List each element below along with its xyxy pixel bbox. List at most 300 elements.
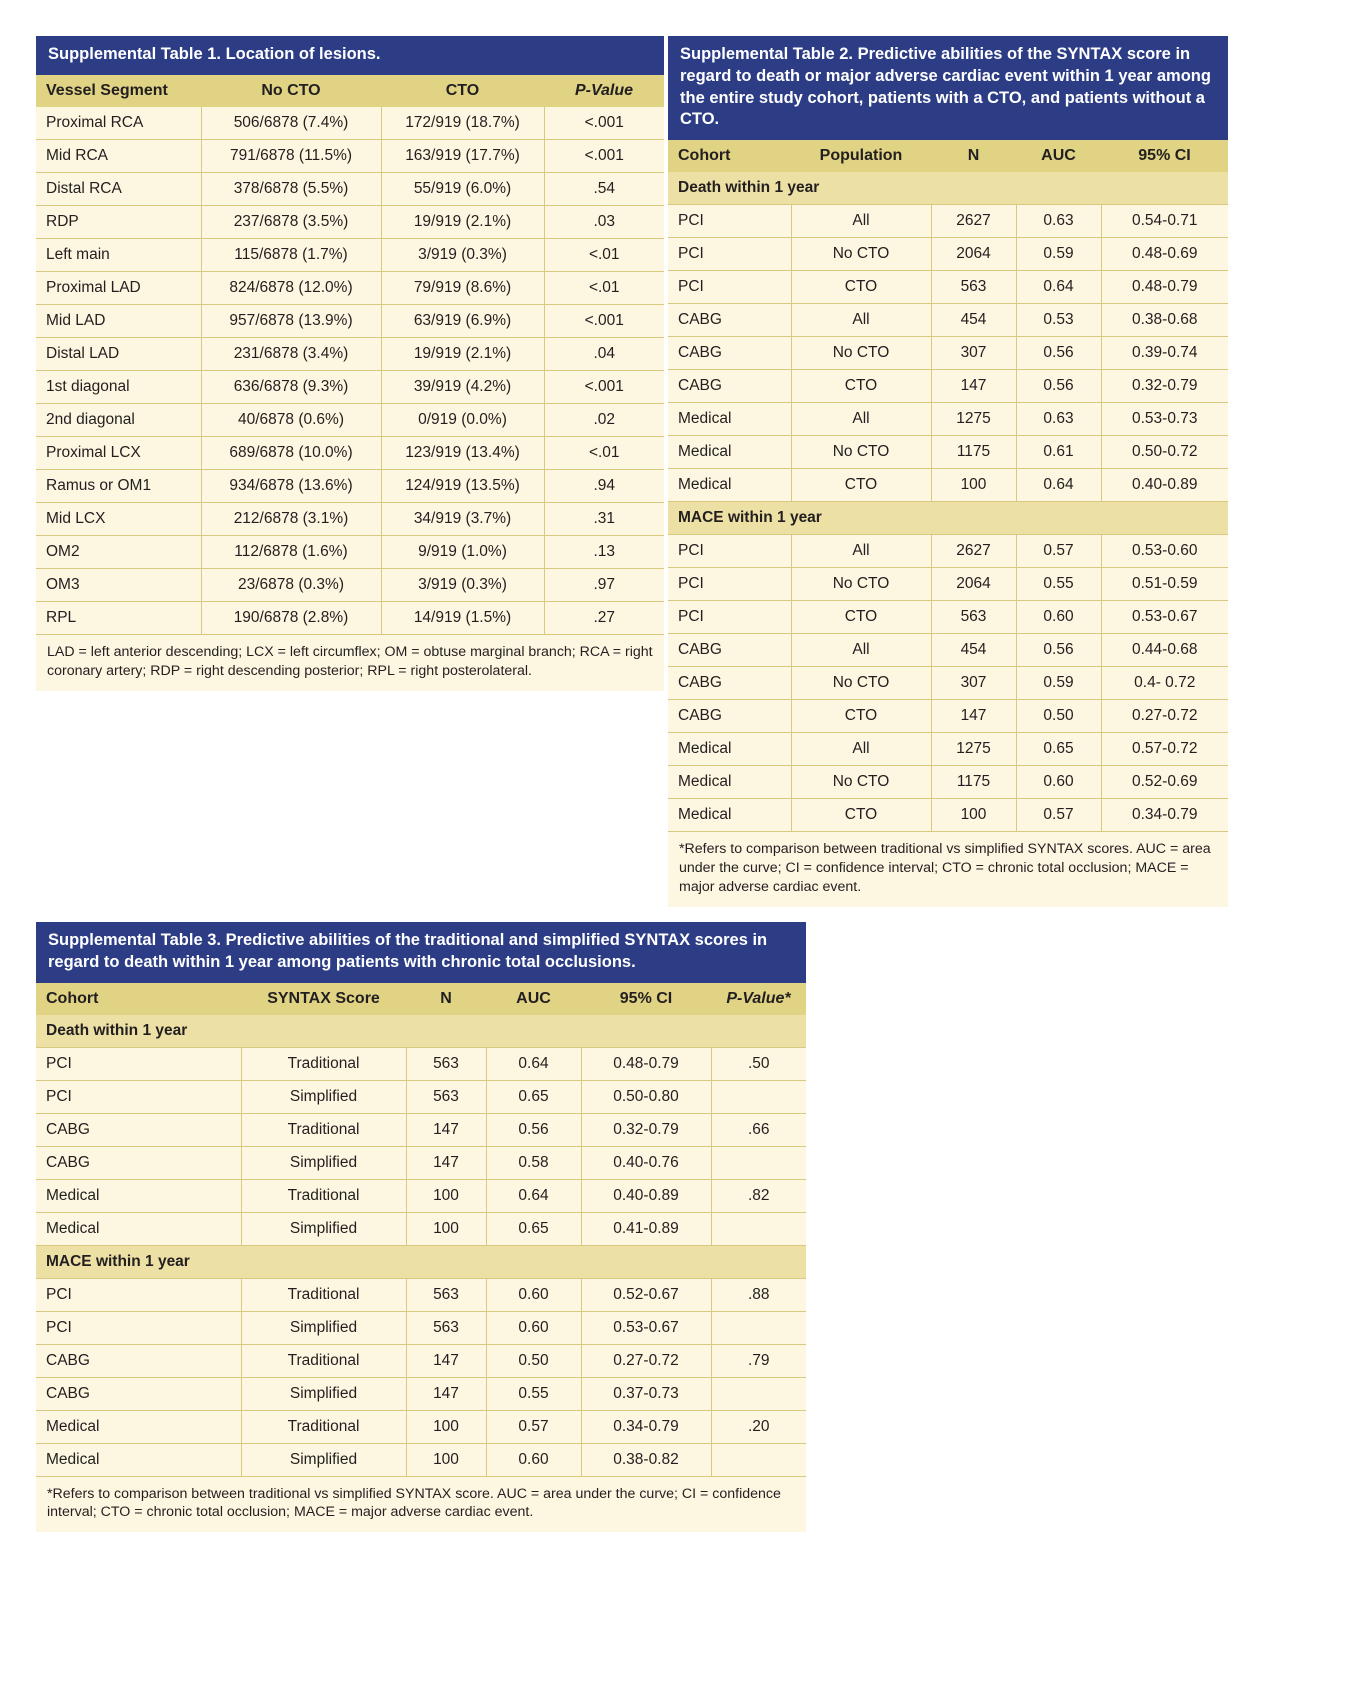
table-row xyxy=(36,436,664,469)
table-cell: Ramus or OM1 xyxy=(36,469,201,502)
table-cell: All xyxy=(791,535,931,568)
table-row xyxy=(36,1278,806,1311)
table-cell: 0.59 xyxy=(1016,667,1101,700)
table-cell xyxy=(711,1212,806,1245)
table-cell: Medical xyxy=(668,799,791,832)
table-cell: 0.32-0.79 xyxy=(581,1113,711,1146)
section-header-row xyxy=(36,1245,806,1278)
table-cell: PCI xyxy=(36,1047,241,1080)
table2-body xyxy=(668,172,1228,831)
table-row xyxy=(36,1080,806,1113)
table2-footnote: *Refers to comparison between traditional vs simplified SYNTAX scores. AUC = area under the curve; CI = confidence interval; CTO = chronic total occlusion; MACE = major adverse cardiac event. xyxy=(668,831,1228,907)
table3-grid xyxy=(36,983,806,1476)
table-cell: 378/6878 (5.5%) xyxy=(201,172,381,205)
table-cell: 0.57 xyxy=(1016,535,1101,568)
table-cell: <.01 xyxy=(544,436,664,469)
table-cell: Simplified xyxy=(241,1443,406,1476)
table-cell: 563 xyxy=(406,1278,486,1311)
table-cell: Medical xyxy=(36,1410,241,1443)
table-cell: 2627 xyxy=(931,535,1016,568)
table-cell: 147 xyxy=(406,1344,486,1377)
table-row xyxy=(668,304,1228,337)
table-cell: 0.52-0.69 xyxy=(1101,766,1228,799)
table-cell: 0.50 xyxy=(1016,700,1101,733)
table-cell xyxy=(711,1443,806,1476)
table-cell: Distal LAD xyxy=(36,337,201,370)
table-row xyxy=(668,205,1228,238)
table-row xyxy=(668,469,1228,502)
table-cell: 0.56 xyxy=(486,1113,581,1146)
table-cell: Traditional xyxy=(241,1047,406,1080)
table3-col-cohort: Cohort xyxy=(36,983,241,1015)
table-cell: 0.48-0.69 xyxy=(1101,238,1228,271)
table-cell: 100 xyxy=(931,799,1016,832)
table-cell: 0.53-0.67 xyxy=(1101,601,1228,634)
table-cell: .20 xyxy=(711,1410,806,1443)
table-cell: 636/6878 (9.3%) xyxy=(201,370,381,403)
table-cell: <.001 xyxy=(544,370,664,403)
table-cell: No CTO xyxy=(791,436,931,469)
section-label: Death within 1 year xyxy=(36,1015,806,1048)
table-cell: RPL xyxy=(36,601,201,634)
table-cell: 2627 xyxy=(931,205,1016,238)
table-row xyxy=(36,1443,806,1476)
table-row xyxy=(668,634,1228,667)
table-cell: <.001 xyxy=(544,304,664,337)
table-cell: Medical xyxy=(36,1443,241,1476)
table3-col-auc: AUC xyxy=(486,983,581,1015)
table-cell: 0.48-0.79 xyxy=(1101,271,1228,304)
table3-title: Supplemental Table 3. Predictive abilities of the traditional and simplified SYNTAX scores in regard to death within 1 year among patients with chronic total occlusions. xyxy=(36,922,806,983)
table-cell: Traditional xyxy=(241,1344,406,1377)
table-cell: 2064 xyxy=(931,238,1016,271)
table-cell: 0.57-0.72 xyxy=(1101,733,1228,766)
table-cell: PCI xyxy=(36,1080,241,1113)
table-cell: 824/6878 (12.0%) xyxy=(201,271,381,304)
table-cell: Mid RCA xyxy=(36,139,201,172)
table-row xyxy=(36,205,664,238)
table3-col-syntax-score: SYNTAX Score xyxy=(241,983,406,1015)
table-cell: .50 xyxy=(711,1047,806,1080)
table-cell: .04 xyxy=(544,337,664,370)
table-cell: 0.56 xyxy=(1016,370,1101,403)
table-cell: 0.39-0.74 xyxy=(1101,337,1228,370)
table2-col-ci: 95% CI xyxy=(1101,140,1228,172)
table-cell: 0.57 xyxy=(1016,799,1101,832)
table-row xyxy=(668,733,1228,766)
table-cell: 0.44-0.68 xyxy=(1101,634,1228,667)
table-cell: 0.54-0.71 xyxy=(1101,205,1228,238)
table-cell: All xyxy=(791,634,931,667)
table-cell: CABG xyxy=(668,667,791,700)
table-cell: .54 xyxy=(544,172,664,205)
table-cell: Medical xyxy=(36,1212,241,1245)
table-cell: 1175 xyxy=(931,766,1016,799)
table-cell: No CTO xyxy=(791,337,931,370)
table-row xyxy=(668,700,1228,733)
table-cell: Simplified xyxy=(241,1146,406,1179)
table-cell: 55/919 (6.0%) xyxy=(381,172,544,205)
table-cell: 0.40-0.89 xyxy=(1101,469,1228,502)
table-cell: Simplified xyxy=(241,1377,406,1410)
table-cell: .02 xyxy=(544,403,664,436)
table-cell: Mid LAD xyxy=(36,304,201,337)
table-cell xyxy=(711,1080,806,1113)
table-row xyxy=(36,568,664,601)
section-label: Death within 1 year xyxy=(668,172,1228,205)
table-row xyxy=(36,403,664,436)
table-cell: 2064 xyxy=(931,568,1016,601)
table-cell: 112/6878 (1.6%) xyxy=(201,535,381,568)
table-cell: 0.56 xyxy=(1016,337,1101,370)
table-cell: 0.38-0.68 xyxy=(1101,304,1228,337)
table-cell: 163/919 (17.7%) xyxy=(381,139,544,172)
table-cell: CABG xyxy=(668,337,791,370)
table-cell: All xyxy=(791,733,931,766)
table2-col-auc: AUC xyxy=(1016,140,1101,172)
table2-col-population: Population xyxy=(791,140,931,172)
table-cell: 0.53-0.60 xyxy=(1101,535,1228,568)
table-cell: 0.34-0.79 xyxy=(581,1410,711,1443)
table-cell: 0.60 xyxy=(486,1311,581,1344)
table-cell: OM3 xyxy=(36,568,201,601)
table-cell: 2nd diagonal xyxy=(36,403,201,436)
table-cell: 0.37-0.73 xyxy=(581,1377,711,1410)
table-cell: 231/6878 (3.4%) xyxy=(201,337,381,370)
table-cell: 39/919 (4.2%) xyxy=(381,370,544,403)
table-cell: 0.61 xyxy=(1016,436,1101,469)
table-row xyxy=(668,601,1228,634)
table-cell: PCI xyxy=(36,1278,241,1311)
table-cell: 0.63 xyxy=(1016,205,1101,238)
table-cell: 100 xyxy=(406,1410,486,1443)
table-cell: 0.59 xyxy=(1016,238,1101,271)
table-cell: 19/919 (2.1%) xyxy=(381,337,544,370)
table2-title: Supplemental Table 2. Predictive abilities of the SYNTAX score in regard to death or major adverse cardiac event within 1 year among the entire study cohort, patients with a CTO, and patients without a CTO. xyxy=(668,36,1228,140)
table-cell: 1st diagonal xyxy=(36,370,201,403)
table-row xyxy=(36,107,664,140)
table-cell: CABG xyxy=(668,370,791,403)
table1-footnote: LAD = left anterior descending; LCX = left circumflex; OM = obtuse marginal branch; RCA = right coronary artery; RDP = right descending posterior; RPL = right posterolateral. xyxy=(36,634,664,691)
table-cell: 124/919 (13.5%) xyxy=(381,469,544,502)
table3-header-row xyxy=(36,983,806,1015)
table-cell: 0.50 xyxy=(486,1344,581,1377)
table-cell: 1175 xyxy=(931,436,1016,469)
table-cell: 0.56 xyxy=(1016,634,1101,667)
table-row xyxy=(668,337,1228,370)
table-cell: 957/6878 (13.9%) xyxy=(201,304,381,337)
table-cell: Medical xyxy=(668,403,791,436)
table-cell: 0.60 xyxy=(1016,601,1101,634)
table-cell: OM2 xyxy=(36,535,201,568)
table-row xyxy=(36,271,664,304)
table-row xyxy=(36,337,664,370)
table-cell: 0.60 xyxy=(486,1278,581,1311)
table-cell: CTO xyxy=(791,700,931,733)
supplemental-table-1 xyxy=(36,36,664,691)
table-cell: 0.50-0.80 xyxy=(581,1080,711,1113)
table-cell: 1275 xyxy=(931,733,1016,766)
table-cell: CTO xyxy=(791,271,931,304)
table-cell: 689/6878 (10.0%) xyxy=(201,436,381,469)
table-cell: 0.51-0.59 xyxy=(1101,568,1228,601)
table-cell: All xyxy=(791,205,931,238)
table-cell: 307 xyxy=(931,667,1016,700)
table-cell: 0.64 xyxy=(486,1047,581,1080)
table-cell: 1275 xyxy=(931,403,1016,436)
table-cell: 0.64 xyxy=(1016,469,1101,502)
table1-col-vessel-segment: Vessel Segment xyxy=(36,75,201,107)
table-cell: 0.38-0.82 xyxy=(581,1443,711,1476)
table-row xyxy=(36,1113,806,1146)
table-cell: 100 xyxy=(406,1443,486,1476)
table3-col-p-value: P-Value* xyxy=(711,983,806,1015)
table2-header-row xyxy=(668,140,1228,172)
table-cell: No CTO xyxy=(791,667,931,700)
table-cell: 0.53 xyxy=(1016,304,1101,337)
table-cell: .82 xyxy=(711,1179,806,1212)
table-cell: 0.65 xyxy=(1016,733,1101,766)
table-cell: 0.53-0.67 xyxy=(581,1311,711,1344)
table-cell: CABG xyxy=(36,1113,241,1146)
table-row xyxy=(36,1047,806,1080)
table-cell: 0.34-0.79 xyxy=(1101,799,1228,832)
table-cell: 563 xyxy=(931,271,1016,304)
table-cell: PCI xyxy=(36,1311,241,1344)
table-cell: Traditional xyxy=(241,1410,406,1443)
table-cell: Proximal LCX xyxy=(36,436,201,469)
table-cell: 0.57 xyxy=(486,1410,581,1443)
table-cell: 0.4- 0.72 xyxy=(1101,667,1228,700)
table-cell xyxy=(711,1377,806,1410)
table-cell: 0.63 xyxy=(1016,403,1101,436)
table-cell xyxy=(711,1311,806,1344)
table-cell: Simplified xyxy=(241,1212,406,1245)
table-row xyxy=(668,271,1228,304)
table1-grid xyxy=(36,75,664,634)
table-cell: 0.32-0.79 xyxy=(1101,370,1228,403)
table-cell: Medical xyxy=(668,469,791,502)
table-cell: 34/919 (3.7%) xyxy=(381,502,544,535)
table-row xyxy=(36,502,664,535)
table3-col-n: N xyxy=(406,983,486,1015)
table-cell: <.001 xyxy=(544,139,664,172)
table-cell: 147 xyxy=(406,1377,486,1410)
table-cell: No CTO xyxy=(791,568,931,601)
table-row xyxy=(668,568,1228,601)
table1-col-p-value: P-Value xyxy=(544,75,664,107)
section-header-row xyxy=(668,172,1228,205)
section-label: MACE within 1 year xyxy=(36,1245,806,1278)
table-cell: All xyxy=(791,403,931,436)
table-row xyxy=(36,601,664,634)
supplemental-table-2 xyxy=(668,36,1228,907)
table-row xyxy=(36,172,664,205)
table-row xyxy=(36,1212,806,1245)
table-cell: PCI xyxy=(668,568,791,601)
table-row xyxy=(36,469,664,502)
table-cell: 0.65 xyxy=(486,1212,581,1245)
table2-col-n: N xyxy=(931,140,1016,172)
table-cell: RDP xyxy=(36,205,201,238)
table2-col-cohort: Cohort xyxy=(668,140,791,172)
table-row xyxy=(668,436,1228,469)
table-cell: <.01 xyxy=(544,271,664,304)
table-cell xyxy=(711,1146,806,1179)
table1-col-no-cto: No CTO xyxy=(201,75,381,107)
table-cell: 100 xyxy=(406,1212,486,1245)
table-cell: 123/919 (13.4%) xyxy=(381,436,544,469)
table-row xyxy=(668,403,1228,436)
table-cell: 237/6878 (3.5%) xyxy=(201,205,381,238)
table-row xyxy=(36,1311,806,1344)
table-row xyxy=(668,799,1228,832)
table-cell: 0.41-0.89 xyxy=(581,1212,711,1245)
table-cell: No CTO xyxy=(791,238,931,271)
table-cell: .94 xyxy=(544,469,664,502)
table-cell: 0.60 xyxy=(486,1443,581,1476)
table-row xyxy=(36,304,664,337)
table-cell: Left main xyxy=(36,238,201,271)
table-cell: Medical xyxy=(668,733,791,766)
table3-col-ci: 95% CI xyxy=(581,983,711,1015)
table-cell: 190/6878 (2.8%) xyxy=(201,601,381,634)
table-cell: Simplified xyxy=(241,1311,406,1344)
table-cell: PCI xyxy=(668,535,791,568)
table-row xyxy=(36,370,664,403)
section-header-row xyxy=(36,1015,806,1048)
table-cell: .97 xyxy=(544,568,664,601)
table-cell: CABG xyxy=(36,1377,241,1410)
table-cell: 0.55 xyxy=(486,1377,581,1410)
table-cell: CABG xyxy=(668,634,791,667)
table-cell: CTO xyxy=(791,370,931,403)
table-row xyxy=(36,535,664,568)
table3-body xyxy=(36,1015,806,1476)
table-cell: PCI xyxy=(668,271,791,304)
table-cell: 63/919 (6.9%) xyxy=(381,304,544,337)
table-cell: Traditional xyxy=(241,1278,406,1311)
table-cell: 0.60 xyxy=(1016,766,1101,799)
table-row xyxy=(36,139,664,172)
table-cell: 563 xyxy=(406,1311,486,1344)
table-cell: .31 xyxy=(544,502,664,535)
table-cell: CABG xyxy=(668,304,791,337)
table-row xyxy=(668,667,1228,700)
table-cell: CTO xyxy=(791,469,931,502)
table-cell: 212/6878 (3.1%) xyxy=(201,502,381,535)
table-row xyxy=(36,1377,806,1410)
table-cell: Simplified xyxy=(241,1080,406,1113)
table2-grid xyxy=(668,140,1228,831)
table1-title: Supplemental Table 1. Location of lesions. xyxy=(36,36,664,75)
table-cell: All xyxy=(791,304,931,337)
table-cell: CABG xyxy=(36,1146,241,1179)
table-row xyxy=(36,1410,806,1443)
table-cell: <.001 xyxy=(544,107,664,140)
table-cell: CTO xyxy=(791,799,931,832)
table-cell: 19/919 (2.1%) xyxy=(381,205,544,238)
table3-footnote: *Refers to comparison between traditional vs simplified SYNTAX score. AUC = area under the curve; CI = confidence interval; CTO = chronic total occlusion; MACE = major adverse cardiac event. xyxy=(36,1476,806,1533)
table-cell: 0.50-0.72 xyxy=(1101,436,1228,469)
table-cell: 9/919 (1.0%) xyxy=(381,535,544,568)
table-row xyxy=(36,1179,806,1212)
table-cell: 0.64 xyxy=(1016,271,1101,304)
table-cell: 506/6878 (7.4%) xyxy=(201,107,381,140)
table-cell: 14/919 (1.5%) xyxy=(381,601,544,634)
section-label: MACE within 1 year xyxy=(668,502,1228,535)
table-cell: 0.27-0.72 xyxy=(581,1344,711,1377)
table-cell: Proximal RCA xyxy=(36,107,201,140)
table-cell: Distal RCA xyxy=(36,172,201,205)
table-row xyxy=(36,1344,806,1377)
table-cell: PCI xyxy=(668,238,791,271)
table-cell: 3/919 (0.3%) xyxy=(381,238,544,271)
table-cell: 172/919 (18.7%) xyxy=(381,107,544,140)
table-row xyxy=(668,535,1228,568)
table-cell: No CTO xyxy=(791,766,931,799)
table-row xyxy=(36,1146,806,1179)
section-header-row xyxy=(668,502,1228,535)
table-cell: .27 xyxy=(544,601,664,634)
table-cell: 40/6878 (0.6%) xyxy=(201,403,381,436)
table-cell: CABG xyxy=(668,700,791,733)
table-cell: CABG xyxy=(36,1344,241,1377)
table-cell: <.01 xyxy=(544,238,664,271)
table-cell: 307 xyxy=(931,337,1016,370)
table-cell: 100 xyxy=(931,469,1016,502)
table-row xyxy=(668,370,1228,403)
table-cell: CTO xyxy=(791,601,931,634)
table-cell: 563 xyxy=(931,601,1016,634)
table-cell: 563 xyxy=(406,1080,486,1113)
table1-col-cto: CTO xyxy=(381,75,544,107)
table-cell: PCI xyxy=(668,601,791,634)
table-cell: Medical xyxy=(36,1179,241,1212)
table-cell: 147 xyxy=(931,700,1016,733)
table-cell: .88 xyxy=(711,1278,806,1311)
table-cell: 0.27-0.72 xyxy=(1101,700,1228,733)
table-cell: 0.55 xyxy=(1016,568,1101,601)
table1-header-row xyxy=(36,75,664,107)
table-cell: 791/6878 (11.5%) xyxy=(201,139,381,172)
table-cell: 0.52-0.67 xyxy=(581,1278,711,1311)
table-cell: Medical xyxy=(668,436,791,469)
table-cell: 0.58 xyxy=(486,1146,581,1179)
table-cell: 0.65 xyxy=(486,1080,581,1113)
table-cell: Proximal LAD xyxy=(36,271,201,304)
table-cell: 934/6878 (13.6%) xyxy=(201,469,381,502)
table-cell: 0.40-0.89 xyxy=(581,1179,711,1212)
table-cell: 3/919 (0.3%) xyxy=(381,568,544,601)
table-cell: 0.40-0.76 xyxy=(581,1146,711,1179)
table-cell: 147 xyxy=(931,370,1016,403)
table-cell: Medical xyxy=(668,766,791,799)
table-cell: 0/919 (0.0%) xyxy=(381,403,544,436)
table-cell: 147 xyxy=(406,1113,486,1146)
table-cell: .03 xyxy=(544,205,664,238)
table-cell: Traditional xyxy=(241,1113,406,1146)
table1-body xyxy=(36,107,664,634)
table-row xyxy=(36,238,664,271)
table-cell: 0.48-0.79 xyxy=(581,1047,711,1080)
table-cell: Traditional xyxy=(241,1179,406,1212)
table-cell: 115/6878 (1.7%) xyxy=(201,238,381,271)
table-cell: .79 xyxy=(711,1344,806,1377)
table-cell: 0.64 xyxy=(486,1179,581,1212)
table-cell: 100 xyxy=(406,1179,486,1212)
table-cell: 0.53-0.73 xyxy=(1101,403,1228,436)
